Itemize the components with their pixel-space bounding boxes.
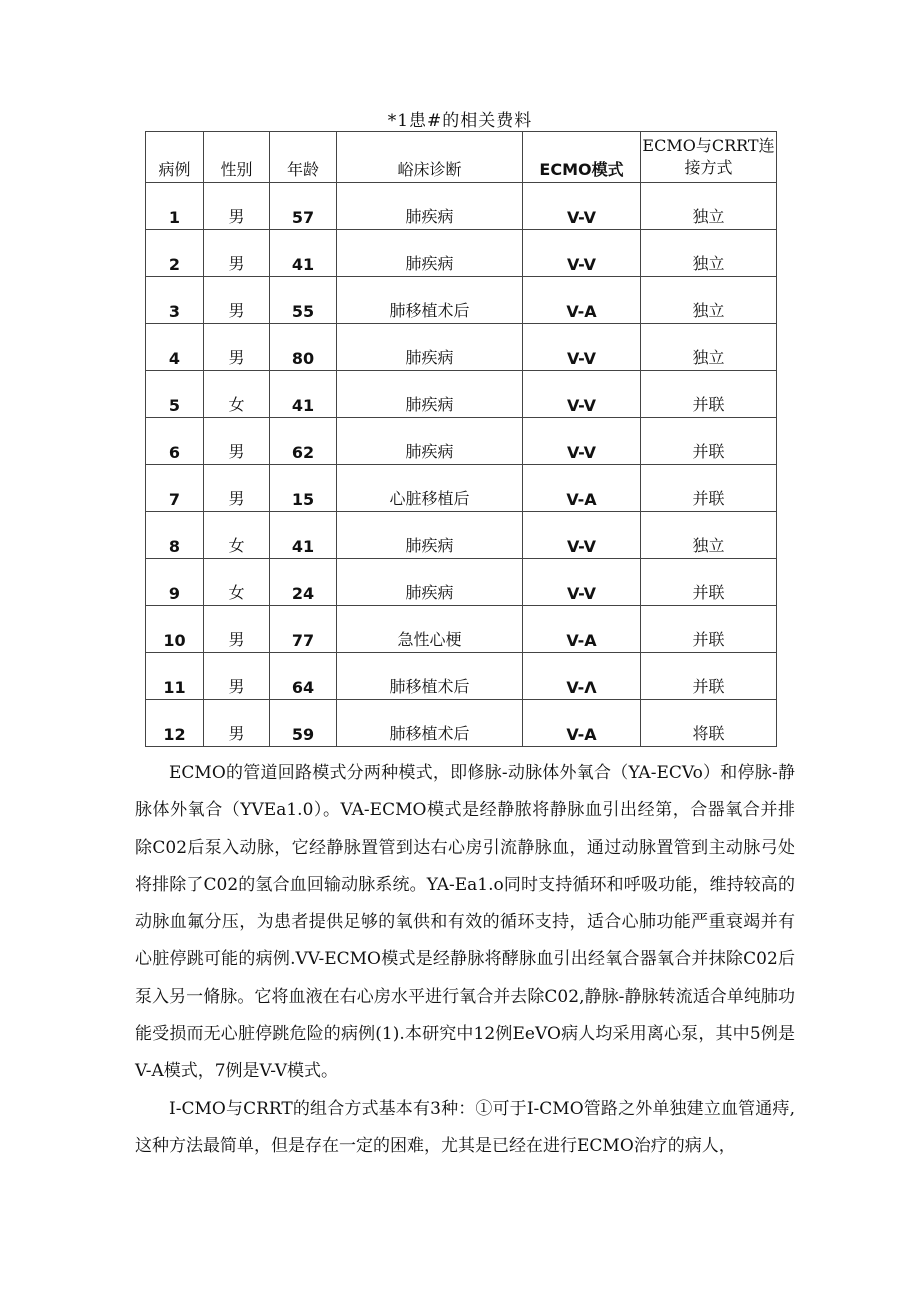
table-row xyxy=(146,559,777,606)
cell-mode: V-V xyxy=(523,324,641,371)
cell-sex: 男 xyxy=(204,183,270,230)
cell-age: 24 xyxy=(270,559,337,606)
header-ecmo-mode: ECMO模式 xyxy=(523,132,641,183)
patient-table xyxy=(145,131,777,747)
header-diagnosis: 峪床诊断 xyxy=(337,132,523,183)
cell-connection: 并联 xyxy=(641,653,777,700)
cell-age: 15 xyxy=(270,465,337,512)
cell-age: 55 xyxy=(270,277,337,324)
cell-mode: V-A xyxy=(523,465,641,512)
header-connection: ECMO与CRRT连接方式 xyxy=(641,132,777,183)
cell-connection: 并联 xyxy=(641,559,777,606)
body-text xyxy=(135,755,795,1165)
table-row xyxy=(146,465,777,512)
cell-mode: V-V xyxy=(523,230,641,277)
table-row xyxy=(146,183,777,230)
cell-diagnosis: 急性心梗 xyxy=(337,606,523,653)
cell-mode: V-V xyxy=(523,512,641,559)
table-row xyxy=(146,371,777,418)
cell-age: 77 xyxy=(270,606,337,653)
cell-diagnosis: 心脏移植后 xyxy=(337,465,523,512)
cell-connection: 并联 xyxy=(641,465,777,512)
paragraph: I-CMO与CRRT的组合方式基本有3种：①可于I-CMO管路之外单独建立血管通痔,这种方法最简单，但是存在一定的困难，尤其是已经在进行ECMO治疗的病人， xyxy=(135,1098,795,1156)
cell-diagnosis: 肺疾病 xyxy=(337,371,523,418)
cell-mode: V-V xyxy=(523,559,641,606)
cell-diagnosis: 肺疾病 xyxy=(337,512,523,559)
cell-case: 2 xyxy=(146,230,204,277)
cell-connection: 独立 xyxy=(641,277,777,324)
cell-mode: V-A xyxy=(523,606,641,653)
cell-mode: V-A xyxy=(523,277,641,324)
table-row xyxy=(146,418,777,465)
cell-case: 3 xyxy=(146,277,204,324)
cell-connection: 并联 xyxy=(641,371,777,418)
cell-sex: 男 xyxy=(204,418,270,465)
cell-mode: V-V xyxy=(523,371,641,418)
table-row xyxy=(146,230,777,277)
table-row xyxy=(146,700,777,747)
header-sex: 性别 xyxy=(204,132,270,183)
cell-sex: 男 xyxy=(204,230,270,277)
cell-sex: 男 xyxy=(204,653,270,700)
cell-sex: 男 xyxy=(204,465,270,512)
cell-sex: 男 xyxy=(204,277,270,324)
cell-case: 1 xyxy=(146,183,204,230)
cell-age: 41 xyxy=(270,512,337,559)
cell-connection: 独立 xyxy=(641,230,777,277)
cell-diagnosis: 肺疾病 xyxy=(337,324,523,371)
cell-diagnosis: 肺疾病 xyxy=(337,183,523,230)
cell-sex: 女 xyxy=(204,512,270,559)
cell-connection: 将联 xyxy=(641,700,777,747)
cell-age: 57 xyxy=(270,183,337,230)
cell-age: 41 xyxy=(270,230,337,277)
cell-age: 41 xyxy=(270,371,337,418)
cell-connection: 独立 xyxy=(641,512,777,559)
table-row xyxy=(146,512,777,559)
cell-diagnosis: 肺移植术后 xyxy=(337,700,523,747)
cell-case: 7 xyxy=(146,465,204,512)
cell-diagnosis: 肺移植术后 xyxy=(337,277,523,324)
cell-case: 9 xyxy=(146,559,204,606)
cell-diagnosis: 肺疾病 xyxy=(337,559,523,606)
cell-case: 5 xyxy=(146,371,204,418)
table-body xyxy=(146,183,777,747)
cell-mode: V-A xyxy=(523,700,641,747)
cell-case: 11 xyxy=(146,653,204,700)
cell-connection: 并联 xyxy=(641,418,777,465)
table-header-row xyxy=(146,132,777,183)
cell-case: 4 xyxy=(146,324,204,371)
cell-connection: 独立 xyxy=(641,183,777,230)
cell-connection: 独立 xyxy=(641,324,777,371)
paragraph: ECMO的管道回路模式分两种模式，即修脉-动脉体外氧合（YA-ECVo）和停脉-静脉体外氧合（YVEa1.0）。VA-ECMO模式是经静脓将静脉血引出经第，合器氧合并排除C02后泵入动脉，它经静脉置管到达右心房引流静脉血，通过动脉置管到主动脉弓处将排除了C02的氢合血回输动脉系统。YA-Ea1.o同时支持循环和呼吸功能，维持较高的动脉血氟分压，为患者提供足够的氧供和有效的循环支持，适合心肺功能严重衰竭并有心脏停跳可能的病例.VV-ECMO模式是经静脉将酵脉血引出经氧合器氧合并抹除C02后泵入另一脩脉。它将血液在右心房水平进行氧合并去除C02,静脉-静脉转流适合单纯肺功能受损而无心脏停跳危险的病例(1).本研究中12例EeVO病人均采用离心泵，其中5例是V-A模式，7例是V-V模式。 xyxy=(135,763,795,1082)
cell-sex: 男 xyxy=(204,700,270,747)
cell-mode: V-V xyxy=(523,418,641,465)
cell-age: 59 xyxy=(270,700,337,747)
cell-connection: 并联 xyxy=(641,606,777,653)
cell-sex: 男 xyxy=(204,324,270,371)
cell-diagnosis: 肺疾病 xyxy=(337,418,523,465)
cell-sex: 女 xyxy=(204,371,270,418)
table-row xyxy=(146,653,777,700)
cell-case: 6 xyxy=(146,418,204,465)
cell-case: 12 xyxy=(146,700,204,747)
cell-age: 62 xyxy=(270,418,337,465)
cell-age: 80 xyxy=(270,324,337,371)
cell-diagnosis: 肺移植术后 xyxy=(337,653,523,700)
cell-case: 10 xyxy=(146,606,204,653)
cell-mode: V-V xyxy=(523,183,641,230)
cell-diagnosis: 肺疾病 xyxy=(337,230,523,277)
table-caption: *1患#的相关费料 xyxy=(387,111,533,131)
cell-age: 64 xyxy=(270,653,337,700)
cell-sex: 女 xyxy=(204,559,270,606)
header-case: 病例 xyxy=(146,132,204,183)
cell-sex: 男 xyxy=(204,606,270,653)
cell-case: 8 xyxy=(146,512,204,559)
cell-mode: V-Λ xyxy=(523,653,641,700)
table-row xyxy=(146,606,777,653)
table-row xyxy=(146,277,777,324)
header-age: 年龄 xyxy=(270,132,337,183)
table-row xyxy=(146,324,777,371)
